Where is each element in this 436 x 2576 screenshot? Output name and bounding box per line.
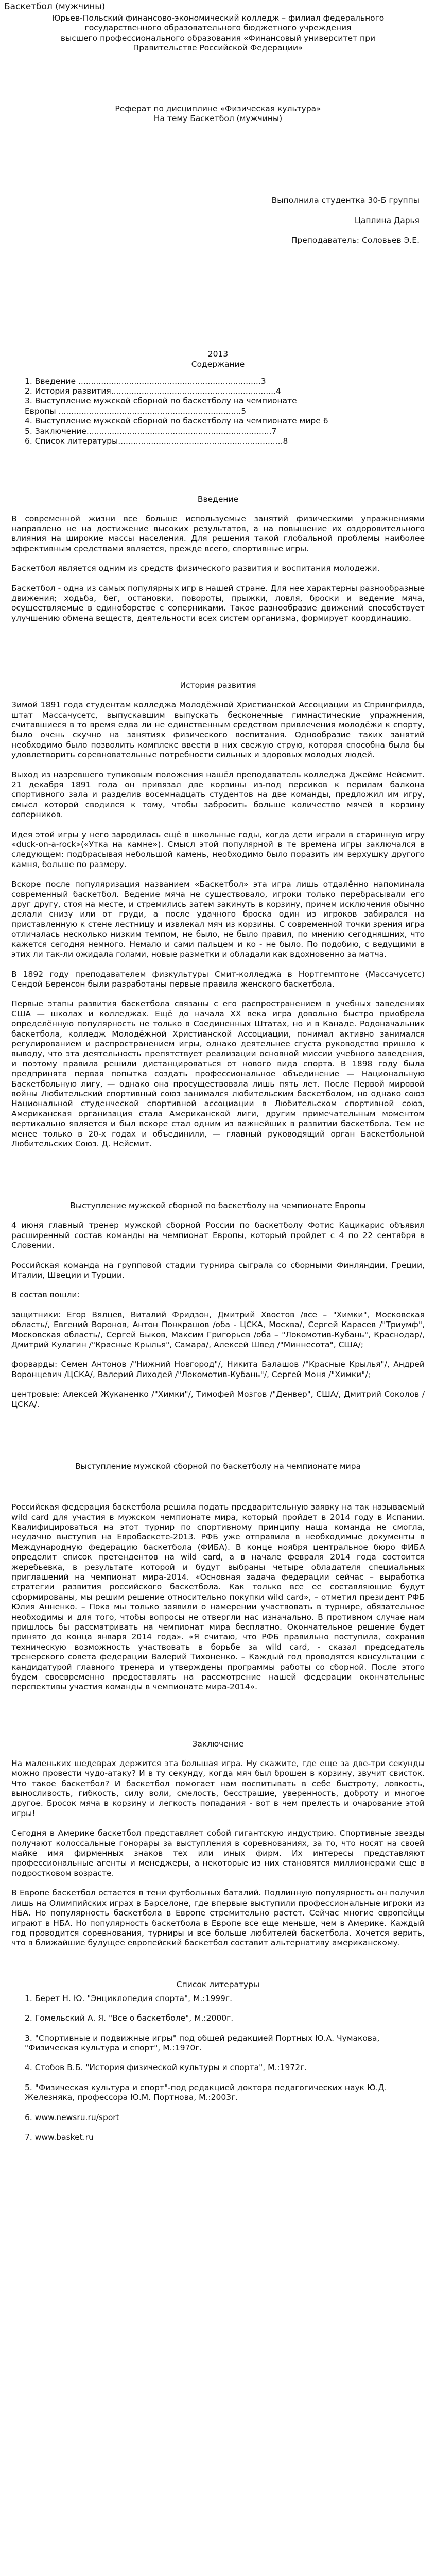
intro-paragraph: В современной жизни все больше используемые занятий физическими упражнениями направлено не на достижение высоких результатов, а на повышение их оздоровительного влияния на широкие массы населения. Для решения такой глобальной проблемы наиболее эффективным средствами является, прежде всего, спортивные игры. (11, 514, 425, 553)
europe-paragraph: форварды: Семен Антонов /"Нижний Новгород"/, Никита Балашов /"Красные Крылья"/, Андрей Воронцевич /ЦСКА/, Валерий Лиходей /"Локомотив-Кубань"/, Сергей Моня /"Химки"/; (11, 1360, 425, 1379)
conclusion-heading: Заключение (192, 1739, 244, 1749)
history-heading: История развития (180, 681, 256, 690)
europe-paragraph: Российская команда на групповой стадии турнира сыграла со сборными Финляндии, Греции, Италии, Швеции и Турции. (11, 1260, 425, 1280)
history-paragraph: Зимой 1891 года студентам колледжа Молодёжной Христианской Ассоциации из Спрингфилда, штат Массачусетс, выпускавшим выпускать бесконечные гимнастические упражнения, считавшиеся в то время едва ли не единственным средством привлечения молодёжи к спорту, было очень скучно на занятиях физического воспитания. Однообразие таких занятий необходимо было позволить комплекс ввести в них свежую струю, которая способна была бы удовлетворить соревновательные потребности сильных и здоровых молодых людей. (11, 700, 425, 760)
reference-link[interactable]: 6. www.newsru.ru/sport (25, 2112, 119, 2122)
references-heading: Список литературы (176, 1979, 260, 1989)
references-list (0, 1994, 436, 2143)
world-paragraph: Российская федерация баскетбола решила подать предварительную заявку на так называемый wild card для участия в мужском чемпионате мира, который пройдет в 2014 году в Испании. Квалифицироваться на этот турнир по спортивному принципу наша команда не смогла, неудачно выступив на Евробаскете-2013. РФБ уже отправила в необходимые документы в Международную федерацию баскетбола (ФИБА). В конце ноября центральное бюро ФИБА определит список претендентов на wild card, а в начале февраля 2014 года состоится жеребьевка, в результате которой и будут выбраны четыре обладателя специальных приглашений на чемпионат мира-2014. «Основная задача федерации сейчас – выработка стратегии развития российского баскетбола. Как только все ее составляющие будут сформированы, мы решим решение относительно покупки wild card», – отметил президент РФБ Юлия Анненко. – Пока мы только заявили о намерении участвовать в турнире, обязательное необходимы и для того, чтобы вопросы не отвергли нас изначально. В противном случае нам пришлось бы рассматривать на чемпионат мира бесплатно. Окончательное решение будет принято до конца января 2014 года». «Я считаю, что РФБ правильно поступила, сохранив техническую возможность участвовать в борьбе за wild card, - сказал председатель тренерского совета федерации Валерий Тихоненко. – Каждый год проводятся консультации с кандидатурой главного тренера и утверждены программы работы со сборной. После этого будем своевременно предоставлять на рассмотрение нашей федерации окончательные перспективы участия команды в чемпионате мира-2014». (11, 1502, 425, 1692)
reference-item: 3. "Спортивные и подвижные игры" под общей редакцией Портных Ю.А. Чумакова, "Физическая культура и спорт", М.:1970г. (25, 2033, 380, 2053)
conclusion-paragraph: Сегодня в Америке баскетбол представляет собой гигантскую индустрию. Спортивные звезды получают колоссальные гонорары за выступления в соревнованиях, за то, что носят на своей майке имя фирменных знаков тех или иных фирм. Их интересы представляют профессиональные агенты и менеджеры, а некоторые из них становятся миллионерами еще в подростковом возрасте. (11, 1828, 425, 1878)
history-paragraph: В 1892 году преподавателем физкультуры Смит-колледжа в Нортгемптоне (Массачусетс) Сендой Беренсон были разработаны первые правила женского баскетбола. (11, 969, 425, 989)
europe-paragraph: защитники: Егор Вялцев, Виталий Фридзон, Дмитрий Хвостов /все – "Химки", Московская область/, Евгений Воронов, Антон Понкрашов /оба - ЦСКА, Москва/, Сергей Карасев /"Триумф", Московская область/, Сергей Быков, Максим Григорьев /оба – "Локомотив-Кубань", Краснодар/, Дмитрий Кулагин /"Красные Крылья", Самара/, Алексей Швед /"Миннесота", США/; (11, 1310, 425, 1350)
institution-line: государственного образовательного бюджетного учреждения (84, 23, 352, 33)
intro-paragraph: Баскетбол является одним из средств физического развития и воспитания молодежи. (11, 564, 380, 573)
history-paragraph: Выход из назревшего тупиковым положения нашёл преподаватель колледжа Джеймс Нейсмит. 21 декабря 1891 года он привязал две корзины из-под персиков к перилам балкона спортивного зала и разделив восемнадцать студентов на две команды, предложил им игру, смысл которой сводился к тому, чтобы забросить больше количество мячей в корзину соперников. (11, 770, 425, 820)
reference-item: 1. Берет Н. Ю. "Энциклопедия спорта", М.:1999г. (25, 1993, 233, 2003)
document-title: Баскетбол (мужчины) (4, 2, 106, 12)
institution-line: Правительстве Российской Федерации» (133, 43, 303, 53)
author-line: Выполнила студентка 30-Б группы (271, 196, 420, 206)
toc-heading: Содержание (191, 359, 245, 369)
europe-paragraph: В состав вошли: (11, 1290, 80, 1300)
toc-item: 1. Введение ........................................................................3 (25, 376, 266, 386)
toc-item: 3. Выступление мужской сборной по баскетболу на чемпионате (25, 396, 297, 406)
europe-heading: Выступление мужской сборной по баскетболу на чемпионате Европы (70, 1201, 366, 1211)
history-paragraph: Идея этой игры у него зародилась ещё в школьные годы, когда дети играли в старинную игру «duck-on-a-rock»(«Утка на камне»). Смысл этой популярной в те времена игры заключался в следующем: подбрасывая небольшой камень, необходимо было поразить им верхушку другого камня, больше по размеру. (11, 829, 425, 869)
toc-item: 4. Выступление мужской сборной по баскетболу на чемпионате мире 6 (25, 416, 328, 426)
history-paragraph: Вскоре после популяризация названием «Баскетбол» эта игра лишь отдалённо напоминала современный баскетбол. Ведение мяча не существовало, игроки только перебрасывали его друг другу, стоя на месте, и стремились затем закинуть в корзину, причем исключения обычно делали снизу или от груди, а после удачного броска один из игроков забирался на приставленную к стене лестницу и извлекал мяч из корзины. С современной точки зрения игра отличалась несколько низким темпом, не было, не было правил, по мнению сегодняшних, что кажется сегодня немного. Немало и сами пальцем и ко - не было. По подобию, с ведущими в этих ли так-ли ожидала голами, новые разметки и обладали как вдохновенно за матча. (11, 879, 425, 959)
essay-topic: На тему Баскетбол (мужчины) (153, 114, 283, 124)
intro-paragraph: Баскетбол - одна из самых популярных игр в нашей стране. Для нее характерны разнообразные движения; ходьба, бег, остановки, повороты, прыжки, ловля, броски и ведение мяча, осуществляемые в единоборстве с соперниками. Такое разнообразие движений способствует улучшению обмена веществ, деятельности всех систем организма, формирует координацию. (11, 583, 425, 623)
europe-paragraph: 4 июня главный тренер мужской сборной России по баскетболу Фотис Кацикарис объявил расширенный состав команды на чемпионат Европы, который пройдет с 4 по 22 сентября в Словении. (11, 1221, 425, 1250)
essay-subject: Реферат по дисциплине «Физическая культура» (115, 104, 321, 113)
institution-line: высшего профессионального образования «Финансовый университет при (60, 33, 376, 43)
toc-item: 6. Список литературы.................................................................8 (25, 436, 288, 446)
conclusion-paragraph: На маленьких шедеврах держится эта большая игра. Ну скажите, где еще за две-три секунды можно провести чудо-атаку? И в ту секунду, когда мяч был брошен в корзину, звучит свисток. Что такое баскетбол? И баскетбол помогает нам воспитывать в себе быстроту, ловкость, выносливость, гибкость, силу воли, смелость, бесстрашие, уверенность, доброту и многое другое. Бросок мяча в корзину и легкость попадания - вот в чем прелесть и очарование этой игры! (11, 1758, 425, 1818)
teacher-line: Преподаватель: Соловьев Э.Е. (291, 235, 420, 245)
toc-item: 2. История развития.................................................................4 (25, 386, 281, 396)
toc-item: Европы ........................................................................5 (25, 406, 247, 416)
institution-line: Юрьев-Польский финансово-экономический колледж – филиал федерального (51, 13, 385, 23)
history-paragraph: Первые этапы развития баскетбола связаны с его распространением в учебных заведениях США — школах и колледжах. Ещё до начала XX века игра довольно быстро приобрела определённую популярность не только в Соединенных Штатах, но и в Канаде. Родоначальник баскетбола, колледж Молодёжной Христианской Ассоциации, понимал активно занимался регулированием и распространением игры, однако деятельнее сгуста руководство пришло к выводу, что эта деятельность препятствует реализации основной миссии учебного заведения, и поэтому правила решили дистанцироваться от нового вида спорта. В 1898 году была предпринята первая попытка создать профессиональное объединение — Национальную Баскетбольную лигу, — однако она просуществовала лишь пять лет. После Первой мировой войны Любительский спортивный союз занимался любительским баскетболом, но однако союз Национальной студенческой спортивной ассоциации в Любительском спортивной союз, Американская организация стала Американской лиги, другим примечательным моментом вертикально является и был вскоре стал одним из важнейших в развитии баскетбола. Тем не менее только в 20-х годах и объединили, — главный руководящий орган Баскетбольной Любительских Союз. Д. Нейсмит. (11, 999, 425, 1148)
reference-item: 2. Гомельский А. Я. "Все о баскетболе", М.:2000г. (25, 2013, 234, 2023)
year: 2013 (207, 349, 229, 359)
toc-item: 5. Заключение.........................................................................7 (25, 426, 277, 436)
reference-link[interactable]: 7. www.basket.ru (25, 2132, 94, 2142)
author-name: Цаплина Дарья (354, 215, 420, 225)
world-heading: Выступление мужской сборной по баскетболу на чемпионате мира (75, 1462, 361, 1471)
conclusion-paragraph: В Европе баскетбол остается в тени футбольных баталий. Подлинную популярность он получил лишь на Олимпийских играх в Барселоне, где впервые выступили профессиональные игроки из НБА. Но популярность баскетбола в Европе стремительно растет. Сейчас многие европейцы играют в НБА. Но популярность баскетбола в Европе все еще меньше, чем в Америке. Каждый год проводится соревнования, турниры и все больше любителей баскетбола. Хочется верить, что в ближайшие будущее европейский баскетбол составит альтернативу американскому. (11, 1888, 425, 1948)
table-of-contents (0, 377, 349, 447)
reference-item: 5. "Физическая культура и спорт"-под редакцией доктора педагогических наук Ю.Д. Железняка, профессора Ю.М. Портнова, М.:2003г. (25, 2082, 387, 2103)
europe-paragraph: центровые: Алексей Жуканенко /"Химки"/, Тимофей Мозгов /"Денвер", США/, Дмитрий Соколов /ЦСКА/. (11, 1389, 425, 1409)
intro-heading: Введение (197, 494, 239, 504)
reference-item: 4. Стобов В.Б. "История физической культуры и спорта", М.:1972г. (25, 2063, 307, 2073)
